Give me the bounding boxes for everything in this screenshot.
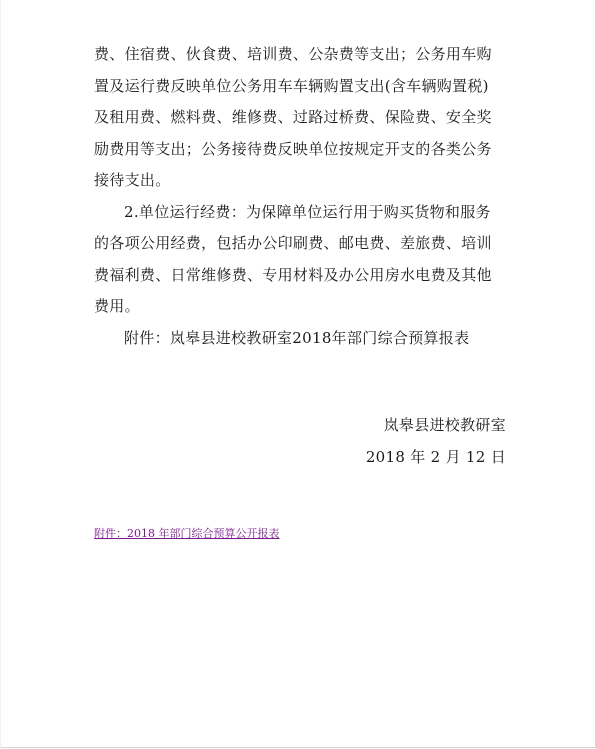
- signature-org: 岚皋县进校教研室: [383, 416, 506, 434]
- attachment-link[interactable]: 附件：2018 年部门综合预算公开报表: [94, 527, 280, 540]
- section2-line: 2.单位运行经费：为保障单位运行用于购买货物和服务: [124, 202, 491, 221]
- spacer: [94, 359, 514, 415]
- paragraph-line: 及租用费、燃料费、维修费、过路过桥费、保险费、安全奖: [94, 108, 492, 126]
- paragraph-line: 接待支出。: [94, 171, 171, 189]
- signature-date: 2018 年 2 月 12 日: [365, 447, 506, 466]
- section2-line: 费用。: [94, 297, 140, 315]
- section2-line: 费福利费、日常维修费、专用材料及办公用房水电费及其他: [94, 265, 492, 284]
- attachment-note: 附件：岚皋县进校教研室2018年部门综合预算报表: [124, 328, 470, 347]
- paragraph-line: 励费用等支出；公务接待费反映单位按规定开支的各类公务: [94, 139, 492, 158]
- paragraph-line: 费、住宿费、伙食费、培训费、公杂费等支出；公务用车购: [94, 45, 492, 63]
- paragraph-line: 置及运行费反映单位公务用车车辆购置支出(含车辆购置税): [94, 76, 489, 95]
- section2-line: 的各项公用经费，包括办公印刷费、邮电费、差旅费、培训: [94, 234, 492, 252]
- document-body: [94, 44, 514, 478]
